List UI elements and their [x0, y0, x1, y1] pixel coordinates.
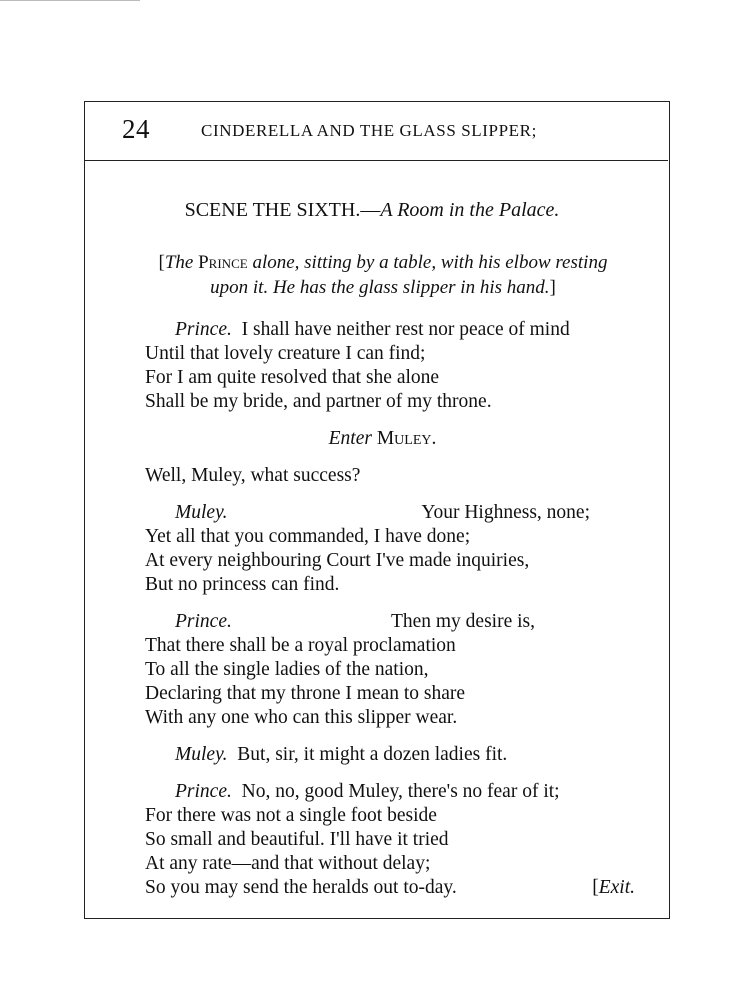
stage-direction-line-2 — [118, 275, 648, 300]
verse-line: With any one who can this slipper wear. — [145, 707, 458, 728]
verse-line: Well, Muley, what success? — [145, 465, 361, 486]
verse-line: Until that lovely creature I can find; — [145, 343, 426, 364]
verse-line: To all the single ladies of the nation, — [145, 659, 429, 680]
verse-line: But no princess can find. — [145, 574, 340, 595]
line-text: So you may send the heralds out to-day. — [145, 877, 457, 898]
verse-line: At any rate—and that without delay; — [145, 853, 431, 874]
verse-line: That there shall be a royal proclamation — [145, 635, 456, 656]
line-text: Then my desire is, — [390, 611, 535, 632]
exit-direction — [592, 876, 645, 900]
line-text: Your Highness, none; — [421, 502, 590, 523]
verse-line: Shall be my bride, and partner of my throne. — [145, 391, 492, 412]
line-text: But, sir, it might a dozen ladies fit. — [237, 744, 508, 765]
speaker: Prince. — [175, 611, 232, 632]
page-number: 24 — [122, 114, 150, 144]
verse-line: So small and beautiful. I'll have it tried — [145, 829, 449, 850]
exit-word: Exit. — [598, 877, 635, 898]
enter-word: Enter — [328, 428, 372, 449]
dialogue — [145, 318, 645, 900]
running-head: CINDERELLA AND THE GLASS SLIPPER; — [201, 121, 537, 140]
line-text: No, no, good Muley, there's no fear of it; — [241, 781, 560, 802]
verse-line — [145, 780, 645, 804]
verse-line: At every neighbouring Court I've made inquiries, — [145, 550, 530, 571]
stage-entrance — [145, 427, 645, 451]
speaker: Muley. — [175, 502, 228, 523]
character-name: Prince — [198, 252, 248, 273]
close-bracket: ] — [549, 277, 556, 298]
speaker: Muley. — [175, 744, 228, 765]
verse-line: For I am quite resolved that she alone — [145, 367, 440, 388]
open-bracket: [ — [158, 252, 165, 273]
verse-line: Yet all that you commanded, I have done; — [145, 526, 471, 547]
page-edge-mark — [0, 0, 140, 6]
stage-direction-text: The — [164, 252, 194, 273]
speaker: Prince. — [175, 781, 232, 802]
verse-line: For there was not a single foot beside — [145, 805, 437, 826]
stage-direction — [118, 250, 648, 300]
verse-line — [145, 876, 645, 900]
verse-line — [145, 610, 645, 634]
scene-title: SCENE THE SIXTH.— — [184, 199, 381, 221]
verse-line — [145, 743, 645, 767]
open-bracket: [ — [592, 877, 599, 898]
stage-direction-text: alone, sitting by a table, with his elbow resting — [252, 252, 608, 273]
line-text: I shall have neither rest nor peace of mind — [241, 319, 570, 340]
header-rule — [84, 160, 668, 161]
stage-direction-line-1 — [118, 250, 648, 275]
verse-line: Declaring that my throne I mean to share — [145, 683, 466, 704]
verse-line — [145, 501, 645, 525]
verse-line — [145, 318, 645, 342]
scene-heading — [0, 199, 744, 222]
character-name: Muley. — [376, 428, 437, 449]
stage-direction-text: upon it. He has the glass slipper in his hand. — [210, 277, 550, 298]
speaker: Prince. — [175, 319, 232, 340]
scene-location: A Room in the Palace. — [380, 199, 560, 221]
